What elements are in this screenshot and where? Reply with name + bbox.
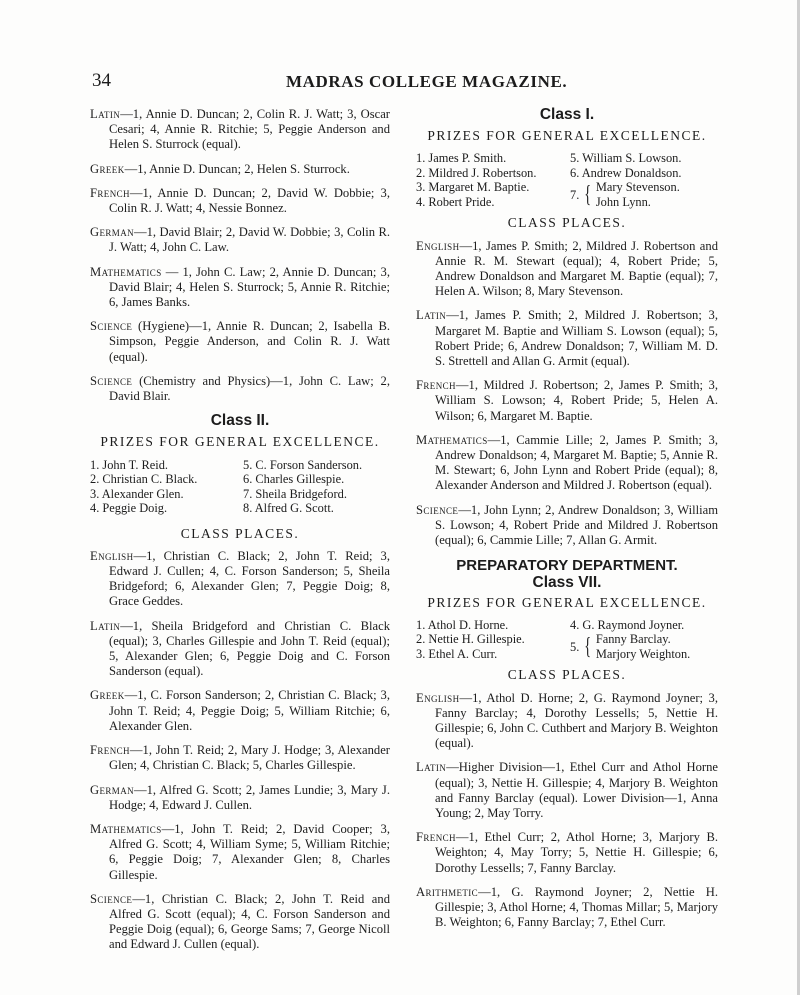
class-place-entry: [90, 319, 390, 365]
class-place-entry: [416, 308, 718, 369]
prize-list: [90, 458, 390, 516]
prize-item: 1. James P. Smith.: [416, 151, 507, 166]
class-places-heading: CLASS PLACES.: [180, 525, 300, 541]
entry-text: —1, David Blair; 2, David W. Dobbie; 3, Colin R. J. Watt; 4, John C. Law.: [109, 225, 390, 255]
entry-text: —1, Annie D. Duncan; 2, David W. Dobbie; 3, Colin R. J. Watt; 4, Nessie Bonnez.: [109, 185, 390, 216]
class-place-entry: [90, 186, 390, 216]
entry-text: —1, Annie D. Duncan; 2, Colin R. J. Watt; 3, Oscar Cesari; 4, Annie R. Ritchie; 5, Peggie Anderson and Helen S. Sturrock (equal).: [109, 107, 390, 152]
prize-item: 3. Ethel A. Curr.: [416, 646, 498, 661]
prize-item: 5. C. Forson Sanderson.: [243, 457, 363, 472]
class-heading: Class II.: [210, 412, 270, 430]
class-place-entry: [90, 783, 390, 813]
brace-icon: {: [584, 633, 592, 660]
prize-item: 1. Athol D. Horne.: [416, 617, 509, 632]
left-column: [90, 107, 390, 962]
brace-icon: {: [584, 181, 592, 208]
subject-label: French: [416, 830, 456, 845]
prize-column-left: [416, 180, 564, 209]
prize-item: 2. Nettie H. Gillespie.: [416, 632, 525, 647]
subject-label: English: [416, 690, 460, 705]
prize-item: 4. G. Raymond Joyner.: [570, 617, 685, 632]
subject-label: English: [416, 238, 460, 253]
subject-label: German: [90, 225, 134, 240]
class-place-entry: [90, 162, 390, 177]
class-place-entry: [90, 822, 390, 883]
entry-text: —1, C. Forson Sanderson; 2, Christian C. Black; 3, John T. Reid; 4, Peggie Doig; 5, William Ritchie; 6, Alexander Glen.: [109, 688, 390, 733]
class-place-entry: [90, 619, 390, 680]
subject-label: Arithmetic: [416, 884, 479, 899]
class-place-entry: [416, 239, 718, 300]
class-i-section: [416, 107, 718, 548]
entry-text: —1, John T. Reid; 2, Mary J. Hodge; 3, Alexander Glen; 4, Christian C. Black; 5, Charles Gillespie.: [109, 743, 390, 773]
class-place-entry: [90, 374, 390, 404]
prize-item: 5. William S. Lowson.: [570, 151, 682, 166]
subject-label: Latin: [90, 107, 121, 121]
class-place-entry: [90, 107, 390, 153]
class-place-entry: [416, 503, 718, 549]
entry-text: (Chemistry and Physics)—1, John C. Law; 2, David Blair.: [109, 373, 390, 404]
prize-list: [416, 618, 718, 662]
prize-item: 3. Margaret M. Baptie.: [416, 180, 530, 195]
prizes-heading: PRIZES FOR GENERAL EXCELLENCE.: [427, 594, 707, 610]
prize-item: 8. Alfred G. Scott.: [243, 501, 334, 516]
subject-label: Latin: [416, 308, 447, 323]
prize-item: Marjory Weighton.: [595, 646, 691, 661]
subject-label: Latin: [416, 760, 447, 775]
prizes-heading: PRIZES FOR GENERAL EXCELLENCE.: [100, 434, 380, 450]
entry-text: —1, Sheila Bridgeford and Christian C. Black (equal); 3, Charles Gillespie and John T. Reid (equal); 5, Alexander Glen; 6, Peggie Doig and C. Forson Sanderson (equal).: [109, 618, 390, 679]
class-places-heading: CLASS PLACES.: [507, 215, 627, 231]
entry-text: —1, Christian C. Black; 2, John T. Reid; 3, Edward J. Cullen; 4, C. Forson Sanderson; 5, Sheila Bridgeford; 6, Alexander Glen; 7, Peggie Doig; 8, Grace Geddes.: [109, 548, 390, 609]
entry-text: —1, Christian C. Black; 2, John T. Reid and Alfred G. Scott (equal); 4, C. Forson Sanderson and Peggie Doig (equal); 6, George Sams; 7, George Nicoll and Edward J. Cullen (equal).: [109, 891, 390, 952]
class-place-entry: [90, 688, 390, 734]
department-heading: PREPARATORY DEPARTMENT.: [456, 557, 678, 575]
subject-label: Science: [90, 319, 133, 334]
subject-label: German: [90, 782, 134, 797]
class-place-entry: [416, 378, 718, 424]
prize-item: 7. Sheila Bridgeford.: [243, 486, 347, 501]
prize-column-left: [416, 632, 564, 661]
entry-text: —1, Mildred J. Robertson; 2, James P. Smith; 3, William S. Lowson; 4, Robert Pride; 5, Helen A. Wilson; 6, Margaret M. Baptie.: [435, 378, 718, 423]
class-place-entry: [416, 433, 718, 494]
class-place-entry: [416, 885, 718, 931]
tie-number: 7.: [570, 187, 580, 202]
running-title: MADRAS COLLEGE MAGAZINE.: [286, 72, 568, 91]
prev-class-places: [90, 107, 390, 404]
subject-label: French: [90, 185, 130, 200]
prizes-heading: PRIZES FOR GENERAL EXCELLENCE.: [427, 128, 707, 144]
entry-text: —1, Annie D. Duncan; 2, Helen S. Sturrock.: [124, 161, 350, 176]
preparatory-section: [416, 558, 718, 930]
prize-item: 2. Christian C. Black.: [90, 472, 198, 487]
entry-text: —1, G. Raymond Joyner; 2, Nettie H. Gillespie; 3, Athol Horne; 4, Thomas Millar; 5, Marjory B. Weighton; 6, Fanny Barclay; 7, Ethel Curr.: [435, 884, 718, 930]
prize-item: 4. Robert Pride.: [416, 194, 495, 209]
prize-item: Fanny Barclay.: [595, 632, 671, 647]
class-heading: Class I.: [539, 106, 595, 123]
tie-group: [570, 180, 718, 209]
class-ii-section: [90, 413, 390, 952]
subject-label: Greek: [90, 688, 125, 703]
tie-group: [570, 632, 718, 661]
class-place-entry: [90, 225, 390, 255]
entry-text: —1, James P. Smith; 2, Mildred J. Robertson; 3, Margaret M. Baptie and William S. Lowson (equal); 5, Robert Pride; 6, Andrew Donaldson; 7, William M. D. S. Strettell and Allan G. Armit (equal).: [435, 308, 718, 369]
class-place-entry: [90, 892, 390, 953]
class-place-entry: [416, 691, 718, 752]
subject-label: French: [90, 743, 130, 758]
entry-text: —1, Athol D. Horne; 2, G. Raymond Joyner; 3, Fanny Barclay; 4, Dorothy Lessells; 5, Nettie H. Gillespie; 6, John C. Cuthbert and Marjory B. Weighton (equal).: [435, 690, 718, 751]
prize-item: 6. Charles Gillespie.: [243, 472, 345, 487]
prize-item: 3. Alexander Glen.: [90, 486, 184, 501]
class-place-entry: [90, 265, 390, 311]
subject-label: Science: [416, 502, 459, 517]
entry-text: —1, John Lynn; 2, Andrew Donaldson; 3, William S. Lowson; 4, Robert Pride and Mildred J. Robertson (equal); 6, Cammie Lille; 7, Allan G. Armit.: [435, 502, 718, 548]
prize-item: 1. John T. Reid.: [90, 457, 169, 472]
entry-text: (Hygiene)—1, Annie R. Duncan; 2, Isabella B. Simpson, Peggie Anderson, and Colin R. J. Watt (equal).: [109, 319, 390, 364]
subject-label: Latin: [90, 618, 121, 633]
prize-item: John Lynn.: [595, 194, 651, 209]
class-places-heading: CLASS PLACES.: [507, 667, 627, 683]
entry-text: —1, Ethel Curr; 2, Athol Horne; 3, Marjory B. Weighton; 4, May Torry; 5, Nettie H. Gillespie; 6, Dorothy Lessells; 7, Fanny Barclay.: [435, 830, 718, 875]
subject-label: Mathematics: [416, 432, 488, 447]
subject-label: Science: [90, 373, 133, 388]
page-number: 34: [92, 70, 111, 91]
class-place-entry: [90, 743, 390, 773]
subject-label: French: [416, 378, 456, 393]
entry-text: —Higher Division—1, Ethel Curr and Athol Horne (equal); 3, Nettie H. Gillespie; 4, Marjory B. Weighton and Fanny Barclay (equal). Lower Division—1, Anna Young; 2, May Torry.: [435, 760, 718, 820]
entry-text: —1, James P. Smith; 2, Mildred J. Robertson and Annie R. M. Stewart (equal); 4, Robert Pride; 5, Andrew Donaldson and Margaret M. Baptie (equal); 7, Helen A. Wilson; 8, Mary Stevenson.: [435, 238, 718, 299]
right-column: [416, 107, 718, 939]
tie-names: [596, 632, 690, 661]
subject-label: Science: [90, 891, 133, 906]
tie-names: [596, 180, 680, 209]
entry-text: — 1, John C. Law; 2, Annie D. Duncan; 3, David Blair; 4, Helen S. Sturrock; 5, Annie R. Ritchie; 6, James Banks.: [109, 264, 390, 310]
entry-text: —1, Cammie Lille; 2, James P. Smith; 3, Andrew Donaldson; 4, Margaret M. Baptie; 5, Annie R. M. Stewart; 6, John Lynn and Robert Pride (equal); 8, Alexander Anderson and Mildred J. Robertson (equal).: [435, 432, 718, 493]
class-heading: Class VII.: [532, 574, 602, 592]
prize-item: 6. Andrew Donaldson.: [570, 165, 682, 180]
class-place-entry: [416, 830, 718, 876]
prize-list: [416, 151, 718, 209]
tie-number: 5.: [570, 639, 580, 654]
subject-label: Greek: [90, 161, 125, 176]
subject-label: Mathematics: [90, 821, 162, 836]
prize-item: Mary Stevenson.: [595, 180, 680, 195]
subject-label: English: [90, 548, 134, 563]
prize-item: 4. Peggie Doig.: [90, 501, 168, 516]
entry-text: —1, John T. Reid; 2, David Cooper; 3, Alfred G. Scott; 4, William Syme; 5, William Ritchie; 6, Peggie Doig; 7, Alexander Glen; 8, Charles Gillespie.: [109, 821, 390, 882]
prize-item: 2. Mildred J. Robertson.: [416, 165, 537, 180]
subject-label: Mathematics: [90, 264, 162, 279]
class-place-entry: [90, 549, 390, 610]
entry-text: —1, Alfred G. Scott; 2, James Lundie; 3, Mary J. Hodge; 4, Edward J. Cullen.: [109, 782, 390, 812]
class-place-entry: [416, 760, 718, 821]
